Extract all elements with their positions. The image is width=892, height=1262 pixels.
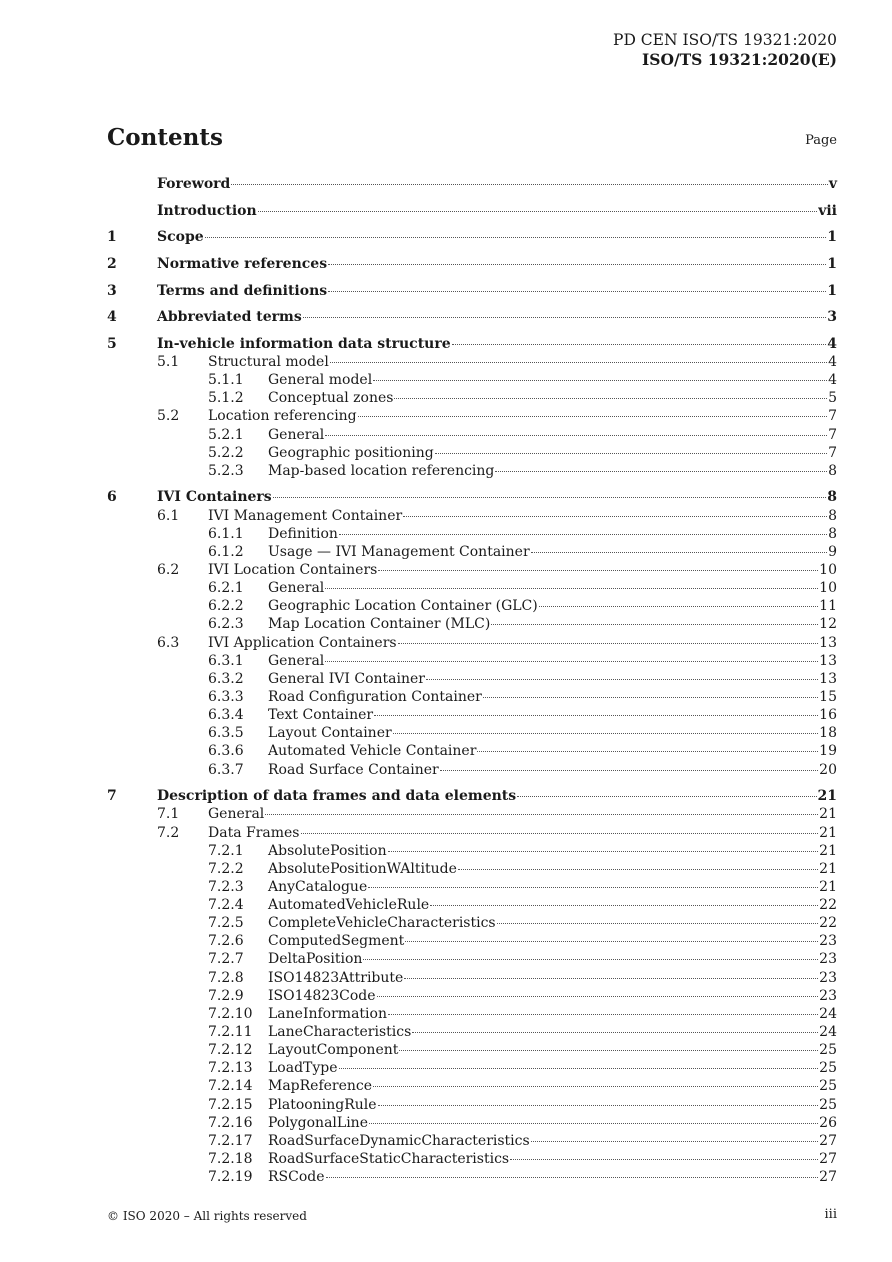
toc-entry-page: 5	[828, 390, 837, 407]
toc-dot-leader	[531, 552, 827, 553]
toc-entry-number: 7.2.6	[208, 933, 244, 950]
toc-entry-title: AbsolutePositionWAltitude	[268, 860, 457, 877]
toc-entry-title: Description of data frames and data elements	[157, 788, 517, 805]
toc-entry[interactable]	[107, 282, 837, 300]
toc-entry[interactable]	[107, 706, 837, 724]
toc-entry[interactable]	[107, 634, 837, 652]
toc-entry-number: 7.2.8	[208, 969, 244, 986]
toc-dot-leader	[369, 1123, 818, 1124]
toc-entry-page: 25	[819, 1060, 837, 1077]
toc-entry-number: 7.2.9	[208, 987, 244, 1004]
toc-entry[interactable]	[107, 1059, 837, 1077]
toc-dot-leader	[398, 643, 819, 644]
toc-dot-leader	[363, 959, 818, 960]
toc-dot-leader	[258, 211, 818, 212]
toc-entry-number: 6.2	[157, 562, 180, 579]
toc-entry-page: 10	[819, 562, 837, 579]
toc-entry-title: Terms and definitions	[157, 282, 328, 299]
toc-entry[interactable]	[107, 724, 837, 742]
toc-entry-page: 22	[819, 897, 837, 914]
toc-entry-title: IVI Application Containers	[208, 634, 397, 651]
toc-entry-title: Structural model	[208, 353, 329, 370]
toc-dot-leader	[404, 978, 818, 979]
toc-entry-title: LoadType	[268, 1060, 338, 1077]
toc-entry-number: 1	[107, 229, 117, 246]
toc-entry-number: 7.2.2	[208, 860, 244, 877]
toc-dot-leader	[325, 661, 818, 662]
toc-entry-title: PlatooningRule	[268, 1096, 377, 1113]
toc-entry[interactable]	[107, 670, 837, 688]
toc-entry[interactable]	[107, 175, 837, 193]
toc-entry-number: 6.1	[157, 507, 180, 524]
toc-entry-number: 7.2.10	[208, 1005, 253, 1022]
toc-entry-title: PolygonalLine	[268, 1114, 368, 1131]
toc-entry[interactable]	[107, 1023, 837, 1041]
toc-entry-page: 7	[828, 426, 837, 443]
toc-entry-title: Data Frames	[208, 824, 300, 841]
toc-dot-leader	[477, 751, 818, 752]
toc-dot-leader	[328, 264, 826, 265]
toc-dot-leader	[399, 1050, 818, 1051]
toc-entry-number: 5.1	[157, 353, 180, 370]
toc-dot-leader	[368, 887, 818, 888]
toc-entry[interactable]	[107, 462, 837, 480]
toc-dot-leader	[497, 923, 819, 924]
table-of-contents	[107, 175, 837, 1186]
toc-entry-number: 6.3.7	[208, 761, 244, 778]
toc-entry-title: Usage — IVI Management Container	[268, 543, 530, 560]
toc-entry-number: 7.2.1	[208, 842, 244, 859]
toc-dot-leader	[378, 1105, 819, 1106]
toc-entry-title: AbsolutePosition	[268, 842, 387, 859]
toc-dot-leader	[374, 715, 818, 716]
toc-entry-number: 7.2.3	[208, 878, 244, 895]
toc-entry-page: 1	[827, 229, 837, 246]
toc-entry-page: 25	[819, 1078, 837, 1095]
toc-entry[interactable]	[107, 987, 837, 1005]
toc-entry-number: 6.1.1	[208, 525, 244, 542]
toc-entry-title: General IVI Container	[268, 670, 425, 687]
toc-dot-leader	[303, 317, 827, 318]
toc-dot-leader	[339, 534, 827, 535]
toc-entry[interactable]	[107, 353, 837, 371]
toc-dot-leader	[394, 398, 827, 399]
toc-entry[interactable]	[107, 444, 837, 462]
toc-dot-leader	[325, 435, 827, 436]
toc-entry-page: 21	[819, 806, 837, 823]
toc-entry[interactable]	[107, 407, 837, 425]
toc-entry-number: 7.2.12	[208, 1042, 253, 1059]
toc-entry-number: 7.2.7	[208, 951, 244, 968]
toc-entry-title: Location referencing	[208, 408, 357, 425]
toc-entry[interactable]	[107, 878, 837, 896]
toc-dot-leader	[339, 1068, 819, 1069]
toc-dot-leader	[491, 624, 818, 625]
toc-entry-title: Normative references	[157, 255, 328, 272]
toc-entry[interactable]	[107, 842, 837, 860]
toc-dot-leader	[388, 1014, 818, 1015]
toc-entry-number: 5.1.2	[208, 390, 244, 407]
document-header	[613, 30, 837, 70]
toc-entry-page: 24	[819, 1005, 837, 1022]
toc-dot-leader	[483, 697, 818, 698]
toc-entry-page: 8	[828, 507, 837, 524]
toc-entry-page: 19	[819, 743, 837, 760]
toc-entry-page: 25	[819, 1042, 837, 1059]
toc-entry[interactable]	[107, 652, 837, 670]
toc-entry-page: 21	[819, 878, 837, 895]
toc-entry-number: 6.2.1	[208, 580, 244, 597]
toc-dot-leader	[426, 679, 818, 680]
footer-copyright: © ISO 2020 – All rights reserved	[107, 1209, 307, 1223]
toc-entry-title: General	[208, 806, 265, 823]
toc-entry-title: AnyCatalogue	[268, 878, 368, 895]
toc-entry-number: 6.1.2	[208, 543, 244, 560]
toc-dot-leader	[517, 796, 816, 797]
toc-entry-title: LaneCharacteristics	[268, 1024, 412, 1041]
toc-dot-leader	[452, 344, 827, 345]
toc-entry[interactable]	[107, 507, 837, 525]
toc-entry-title: General model	[268, 372, 373, 389]
toc-dot-leader	[378, 570, 818, 571]
toc-entry-number: 7.2.4	[208, 897, 244, 914]
toc-entry-page: 23	[819, 951, 837, 968]
toc-entry-page: 12	[819, 616, 837, 633]
toc-entry[interactable]	[107, 371, 837, 389]
toc-entry-page: 15	[819, 689, 837, 706]
toc-entry[interactable]	[107, 597, 837, 615]
toc-dot-leader	[205, 237, 827, 238]
toc-entry-title: CompleteVehicleCharacteristics	[268, 915, 496, 932]
toc-entry-page: 27	[819, 1169, 837, 1186]
toc-entry-number: 6.2.2	[208, 598, 244, 615]
toc-entry-number: 6.3.3	[208, 689, 244, 706]
toc-entry[interactable]	[107, 202, 837, 220]
toc-entry[interactable]	[107, 335, 837, 353]
toc-entry-title: MapReference	[268, 1078, 373, 1095]
toc-entry[interactable]	[107, 824, 837, 842]
toc-entry-number: 6.3.1	[208, 652, 244, 669]
toc-entry-title: Scope	[157, 229, 204, 246]
toc-entry-number: 6.3.6	[208, 743, 244, 760]
toc-dot-leader	[358, 416, 827, 417]
toc-entry[interactable]	[107, 761, 837, 779]
page-title: Contents	[107, 124, 223, 151]
toc-entry-page: 4	[828, 353, 837, 370]
toc-entry-title: General	[268, 652, 325, 669]
toc-entry-title: Road Surface Container	[268, 761, 439, 778]
toc-dot-leader	[325, 588, 818, 589]
toc-entry-page: 25	[819, 1096, 837, 1113]
page-column-label: Page	[805, 133, 837, 148]
toc-entry-page: 21	[819, 842, 837, 859]
toc-dot-leader	[495, 471, 827, 472]
toc-entry-number: 6.3.2	[208, 670, 244, 687]
toc-entry-page: 13	[819, 634, 837, 651]
toc-entry-number: 5.1.1	[208, 372, 244, 389]
toc-entry-number: 7.2.5	[208, 915, 244, 932]
toc-entry-title: Definition	[268, 525, 338, 542]
toc-dot-leader	[373, 380, 827, 381]
toc-entry-page: vii	[818, 202, 837, 219]
toc-dot-leader	[330, 362, 827, 363]
toc-dot-leader	[510, 1159, 818, 1160]
toc-entry[interactable]	[107, 787, 837, 805]
toc-entry-page: 24	[819, 1024, 837, 1041]
toc-entry-page: 1	[827, 282, 837, 299]
toc-entry-page: 26	[819, 1114, 837, 1131]
toc-entry-title: LayoutComponent	[268, 1042, 399, 1059]
toc-entry-title: Automated Vehicle Container	[268, 743, 477, 760]
toc-entry-number: 3	[107, 282, 117, 299]
toc-entry-title: General	[268, 580, 325, 597]
toc-entry-number: 6.3.5	[208, 725, 244, 742]
toc-entry-number: 7.2.11	[208, 1024, 253, 1041]
toc-dot-leader	[231, 184, 828, 185]
toc-entry-page: 13	[819, 652, 837, 669]
toc-dot-leader	[393, 733, 818, 734]
toc-entry[interactable]	[107, 488, 837, 506]
toc-dot-leader	[301, 833, 819, 834]
toc-entry-number: 7.2.19	[208, 1169, 253, 1186]
toc-entry-page: 4	[827, 335, 837, 352]
toc-dot-leader	[388, 851, 819, 852]
toc-entry-title: Geographic Location Container (GLC)	[268, 598, 538, 615]
toc-entry-number: 5.2	[157, 408, 180, 425]
toc-entry-title: DeltaPosition	[268, 951, 363, 968]
toc-dot-leader	[326, 1177, 819, 1178]
toc-entry-number: 7.2.15	[208, 1096, 253, 1113]
toc-entry-page: 13	[819, 670, 837, 687]
toc-entry-page: 10	[819, 580, 837, 597]
toc-entry[interactable]	[107, 1114, 837, 1132]
toc-entry-page: 27	[819, 1132, 837, 1149]
toc-entry-number: 5.2.1	[208, 426, 244, 443]
toc-entry-title: General	[268, 426, 325, 443]
toc-entry[interactable]	[107, 426, 837, 444]
toc-dot-leader	[405, 941, 818, 942]
toc-entry-number: 6.3.4	[208, 707, 244, 724]
toc-entry-page: 21	[819, 860, 837, 877]
toc-entry[interactable]	[107, 308, 837, 326]
toc-entry[interactable]	[107, 615, 837, 633]
toc-entry-title: Road Configuration Container	[268, 689, 482, 706]
toc-entry-page: v	[828, 176, 837, 192]
toc-entry-page: 23	[819, 987, 837, 1004]
toc-entry-number: 7.2	[157, 824, 180, 841]
toc-entry-page: 8	[828, 525, 837, 542]
toc-entry-title: Layout Container	[268, 725, 392, 742]
toc-entry[interactable]	[107, 914, 837, 932]
toc-entry-title: ISO14823Attribute	[268, 969, 404, 986]
toc-entry[interactable]	[107, 1132, 837, 1150]
toc-entry-title: Foreword	[157, 176, 231, 192]
toc-entry-title: ComputedSegment	[268, 933, 405, 950]
header-iso-designation: ISO/TS 19321:2020(E)	[642, 50, 837, 69]
toc-entry-title: RoadSurfaceStaticCharacteristics	[268, 1151, 510, 1168]
toc-entry-page: 8	[828, 462, 837, 479]
toc-entry[interactable]	[107, 561, 837, 579]
toc-entry-number: 7.2.18	[208, 1151, 253, 1168]
toc-entry-title: AutomatedVehicleRule	[268, 897, 430, 914]
toc-entry-title: LaneInformation	[268, 1005, 387, 1022]
toc-entry-page: 22	[819, 915, 837, 932]
toc-entry-number: 7.2.16	[208, 1114, 253, 1131]
toc-entry-number: 7.1	[157, 806, 180, 823]
toc-dot-leader	[265, 814, 818, 815]
toc-entry-number: 5.2.3	[208, 462, 244, 479]
toc-entry-page: 9	[828, 543, 837, 560]
toc-dot-leader	[328, 291, 826, 292]
toc-dot-leader	[458, 869, 818, 870]
toc-dot-leader	[531, 1141, 818, 1142]
toc-entry[interactable]	[107, 742, 837, 760]
toc-entry-title: RSCode	[268, 1169, 325, 1186]
toc-dot-leader	[430, 905, 818, 906]
toc-entry-page: 8	[827, 489, 837, 506]
toc-entry-page: 11	[819, 598, 837, 615]
toc-entry-title: IVI Location Containers	[208, 562, 378, 579]
header-national-designation: PD CEN ISO/TS 19321:2020	[613, 31, 837, 49]
toc-entry[interactable]	[107, 688, 837, 706]
toc-entry-page: 3	[827, 309, 837, 326]
toc-dot-leader	[403, 516, 827, 517]
toc-entry-title: Conceptual zones	[268, 390, 394, 407]
toc-entry[interactable]	[107, 805, 837, 823]
toc-entry[interactable]	[107, 228, 837, 246]
toc-entry-page: 4	[828, 372, 837, 389]
toc-entry-title: Introduction	[157, 202, 257, 219]
toc-entry[interactable]	[107, 543, 837, 561]
toc-entry[interactable]	[107, 1150, 837, 1168]
toc-entry-page: 23	[819, 933, 837, 950]
toc-entry-title: IVI Management Container	[208, 507, 403, 524]
toc-entry-title: Abbreviated terms	[157, 309, 302, 326]
toc-entry[interactable]	[107, 1096, 837, 1114]
toc-entry[interactable]	[107, 950, 837, 968]
toc-entry[interactable]	[107, 1077, 837, 1095]
toc-entry-number: 5.2.2	[208, 444, 244, 461]
toc-entry-title: ISO14823Code	[268, 987, 376, 1004]
toc-entry-title: Text Container	[268, 707, 374, 724]
toc-entry-number: 2	[107, 255, 117, 272]
toc-dot-leader	[435, 453, 827, 454]
toc-entry-title: Map Location Container (MLC)	[268, 616, 491, 633]
toc-entry-page: 1	[827, 255, 837, 272]
toc-entry[interactable]	[107, 255, 837, 273]
toc-entry-number: 7.2.17	[208, 1132, 253, 1149]
toc-entry[interactable]	[107, 525, 837, 543]
toc-entry-page: 27	[819, 1151, 837, 1168]
toc-entry-page: 18	[819, 725, 837, 742]
toc-entry[interactable]	[107, 1168, 837, 1186]
toc-dot-leader	[273, 497, 827, 498]
toc-entry[interactable]	[107, 389, 837, 407]
toc-entry-page: 23	[819, 969, 837, 986]
toc-entry-number: 6.2.3	[208, 616, 244, 633]
toc-entry-number: 6	[107, 489, 117, 506]
toc-dot-leader	[373, 1086, 818, 1087]
toc-entry-number: 7	[107, 788, 117, 805]
toc-entry[interactable]	[107, 860, 837, 878]
toc-entry-number: 7.2.13	[208, 1060, 253, 1077]
toc-entry-page: 20	[819, 761, 837, 778]
toc-entry-page: 21	[819, 824, 837, 841]
toc-entry-page: 16	[819, 707, 837, 724]
toc-entry-title: IVI Containers	[157, 489, 272, 506]
toc-entry-number: 6.3	[157, 634, 180, 651]
toc-entry[interactable]	[107, 1005, 837, 1023]
toc-dot-leader	[440, 770, 818, 771]
toc-entry[interactable]	[107, 969, 837, 987]
toc-entry[interactable]	[107, 579, 837, 597]
toc-entry-title: Geographic positioning	[268, 444, 434, 461]
toc-entry-number: 5	[107, 335, 117, 352]
toc-dot-leader	[539, 606, 818, 607]
toc-entry-title: RoadSurfaceDynamicCharacteristics	[268, 1132, 530, 1149]
toc-entry-title: In-vehicle information data structure	[157, 335, 451, 352]
toc-entry[interactable]	[107, 896, 837, 914]
toc-entry-page: 21	[817, 788, 837, 805]
toc-dot-leader	[412, 1032, 818, 1033]
toc-entry-page: 7	[828, 444, 837, 461]
toc-entry[interactable]	[107, 932, 837, 950]
toc-entry[interactable]	[107, 1041, 837, 1059]
toc-entry-page: 7	[828, 408, 837, 425]
toc-dot-leader	[377, 996, 819, 997]
toc-entry-number: 7.2.14	[208, 1078, 253, 1095]
toc-entry-number: 4	[107, 309, 117, 326]
footer-page-number: iii	[824, 1207, 837, 1222]
toc-entry-title: Map-based location referencing	[268, 462, 495, 479]
